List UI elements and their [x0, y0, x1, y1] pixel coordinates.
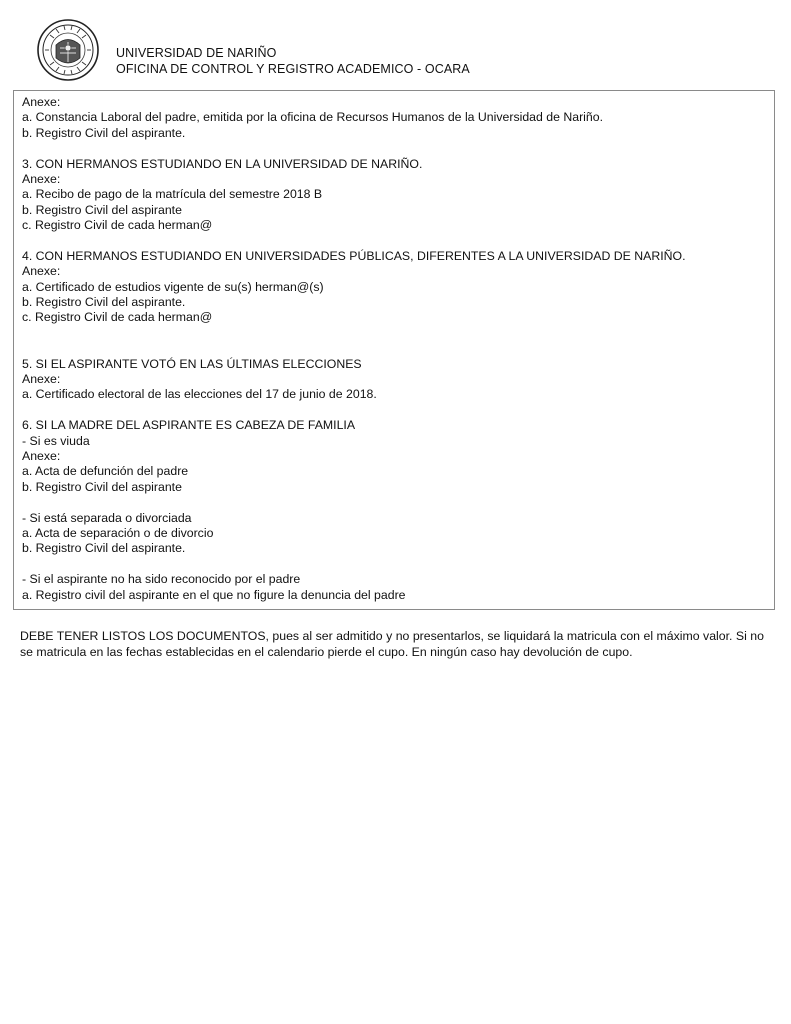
- section-5-anexe: Anexe:: [22, 372, 61, 387]
- footer-notice: DEBE TENER LISTOS LOS DOCUMENTOS, pues al ser admitido y no presentarlos, se liquidará la matricula con el máximo valor. Si no se matricula en las fechas establecidas en el calendario pierde el cupo. En ningún caso hay devolución de cupo.: [20, 629, 764, 659]
- section-6-case-3-label: - Si el aspirante no ha sido reconocido por el padre: [22, 572, 301, 587]
- section-6-case-1-anexe: Anexe:: [22, 449, 61, 463]
- university-name: UNIVERSIDAD DE NARIÑO: [116, 46, 277, 60]
- section-3-item-c: c. Registro Civil de cada herman@: [22, 218, 213, 233]
- section-3-anexe: Anexe:: [22, 171, 61, 186]
- requirements-box: [13, 90, 775, 610]
- section-2-item-b: b. Registro Civil del aspirante.: [22, 125, 186, 140]
- section-6-case-2-item-b: b. Registro Civil del aspirante.: [22, 541, 186, 556]
- section-5-title: 5. SI EL ASPIRANTE VOTÓ EN LAS ÚLTIMAS ELECCIONES: [22, 356, 362, 371]
- section-6-title: 6. SI LA MADRE DEL ASPIRANTE ES CABEZA DE FAMILIA: [22, 418, 356, 433]
- section-4-item-c: c. Registro Civil de cada herman@: [22, 310, 213, 325]
- section-4-item-a: a. Certificado de estudios vigente de su(s) herman@(s): [22, 279, 324, 294]
- section-4-title: 4. CON HERMANOS ESTUDIANDO EN UNIVERSIDADES PÚBLICAS, DIFERENTES A LA UNIVERSIDAD DE NARIÑO.: [22, 248, 686, 263]
- section-6-case-1-item-b: b. Registro Civil del aspirante: [22, 479, 182, 494]
- requirements-list: [22, 95, 767, 603]
- section-6-case-3-item-a: a. Registro civil del aspirante en el que no figure la denuncia del padre: [22, 587, 406, 602]
- section-6-case-2-label: - Si está separada o divorciada: [22, 510, 192, 525]
- section-4-anexe: Anexe:: [22, 264, 61, 279]
- section-3-title: 3. CON HERMANOS ESTUDIANDO EN LA UNIVERSIDAD DE NARIÑO.: [22, 156, 423, 171]
- section-3-item-b: b. Registro Civil del aspirante: [22, 202, 182, 217]
- document-header: [36, 18, 756, 84]
- section-6-case-1-item-a: a. Acta de defunción del padre: [22, 464, 189, 479]
- section-3-item-a: a. Recibo de pago de la matrícula del semestre 2018 B: [22, 187, 323, 202]
- header-text: [116, 45, 470, 77]
- section-5-item-a: a. Certificado electoral de las elecciones del 17 de junio de 2018.: [22, 387, 377, 402]
- section-6-case-2-item-a: a. Acta de separación o de divorcio: [22, 525, 214, 540]
- office-name: OFICINA DE CONTROL Y REGISTRO ACADEMICO - OCARA: [116, 62, 470, 76]
- section-2-item-a: a. Constancia Laboral del padre, emitida por la oficina de Recursos Humanos de la Universidad de Nariño.: [22, 110, 604, 125]
- section-2-anexe: Anexe:: [22, 95, 61, 109]
- section-4-item-b: b. Registro Civil del aspirante.: [22, 295, 186, 310]
- section-6-case-1-label: - Si es viuda: [22, 433, 90, 448]
- university-seal-icon: [36, 18, 100, 82]
